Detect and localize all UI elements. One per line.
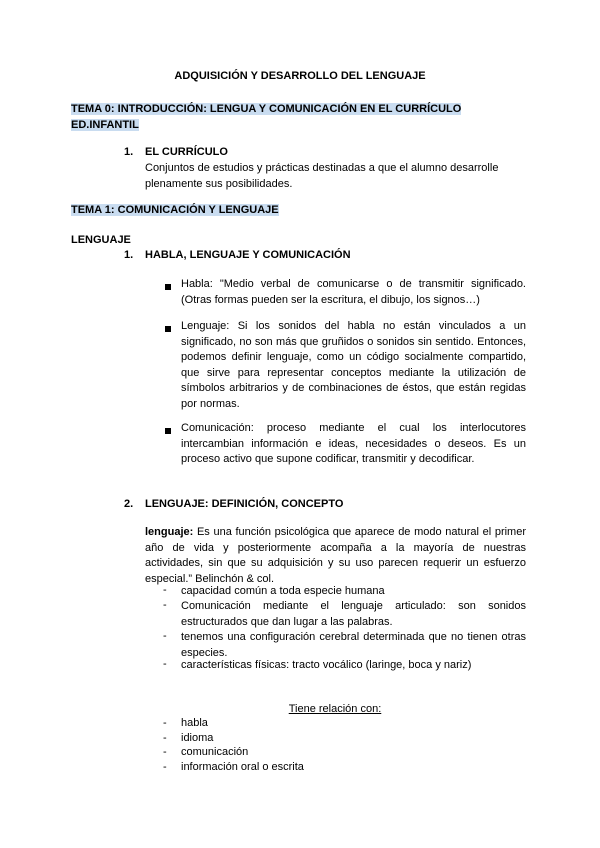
dash-marker: -	[163, 732, 167, 744]
dash-item: capacidad común a toda especie humana	[181, 585, 385, 597]
dash-marker: -	[163, 746, 167, 758]
bullet-comunicacion: Comunicación: proceso mediante el cual los interlocutores intercambian información e ideas, necesidades o deseos. Es un proceso activo que supone codificar, transmitir y decodificar.	[181, 422, 526, 465]
dash-item: Comunicación mediante el lenguaje articulado: son sonidos estructurados que dan lugar a las palabras.	[181, 600, 526, 628]
relation-title: Tiene relación con:	[288, 703, 382, 715]
dash-marker: -	[163, 717, 167, 729]
bullet-square-icon	[165, 428, 171, 434]
tema1-section1-title: HABLA, LENGUAJE Y COMUNICACIÓN	[145, 249, 351, 261]
tema0-section1-text	[145, 161, 535, 192]
bullet-square-icon	[165, 284, 171, 290]
dash-item: tenemos una configuración cerebral determinada que no tienen otras especies.	[181, 631, 526, 659]
tema0-heading-line2: ED.INFANTIL	[71, 119, 139, 131]
tema0-section1-line2: plenamente sus posibilidades.	[145, 177, 293, 190]
definition-paragraph	[145, 525, 526, 587]
relation-item: información oral o escrita	[181, 761, 304, 773]
tema0-section1-number: 1.	[124, 146, 134, 158]
definition-term: lenguaje:	[145, 526, 194, 538]
tema0-section1-line1: Conjuntos de estudios y prácticas destinadas a que el alumno desarrolle	[145, 162, 499, 174]
dash-marker: -	[163, 761, 167, 773]
definition-text: Es una función psicológica que aparece de modo natural el primer año de vida y posteriormente acompaña a la mayoría de nuestras actividades, sin que su adquisición y su uso parecen requerir un esfuerzo especial.” Belinchón & col.	[145, 526, 526, 585]
dash-marker: -	[163, 630, 167, 642]
dash-marker: -	[163, 658, 167, 670]
tema0-heading	[71, 101, 461, 133]
relation-item: idioma	[181, 732, 214, 744]
tema0-section1-title: EL CURRÍCULO	[145, 146, 228, 158]
bullet-lenguaje: Lenguaje: Si los sonidos del habla no están vinculados a un significado, no son más que gruñidos o sonidos sin sentido. Entonces, podemos definir lenguaje, como un código socialmente compartido, que sirve para representar conceptos mediante la utilización de símbolos arbitrarios y de combinaciones de éstos, que están regidas por normas.	[181, 320, 526, 410]
dash-marker: -	[163, 599, 167, 611]
dash-item: características físicas: tracto vocálico (laringe, boca y nariz)	[181, 659, 472, 671]
tema1-section2-title: LENGUAJE: DEFINICIÓN, CONCEPTO	[145, 498, 344, 510]
relation-item: comunicación	[181, 746, 249, 758]
lenguaje-subheading: LENGUAJE	[71, 234, 131, 246]
bullet-square-icon	[165, 326, 171, 332]
tema1-heading	[71, 204, 279, 216]
tema0-heading-line1: TEMA 0: INTRODUCCIÓN: LENGUA Y COMUNICACIÓN EN EL CURRÍCULO	[71, 103, 462, 115]
tema1-section1-number: 1.	[124, 249, 134, 261]
document-title: ADQUISICIÓN Y DESARROLLO DEL LENGUAJE	[174, 70, 426, 82]
tema1-section2-number: 2.	[124, 498, 134, 510]
relation-item: habla	[181, 717, 208, 729]
bullet-habla: Habla: "Medio verbal de comunicarse o de transmitir significado. (Otras formas pueden ser la escritura, el dibujo, los signos…)	[181, 278, 526, 306]
dash-marker: -	[163, 584, 167, 596]
tema1-heading-text: TEMA 1: COMUNICACIÓN Y LENGUAJE	[71, 204, 279, 216]
